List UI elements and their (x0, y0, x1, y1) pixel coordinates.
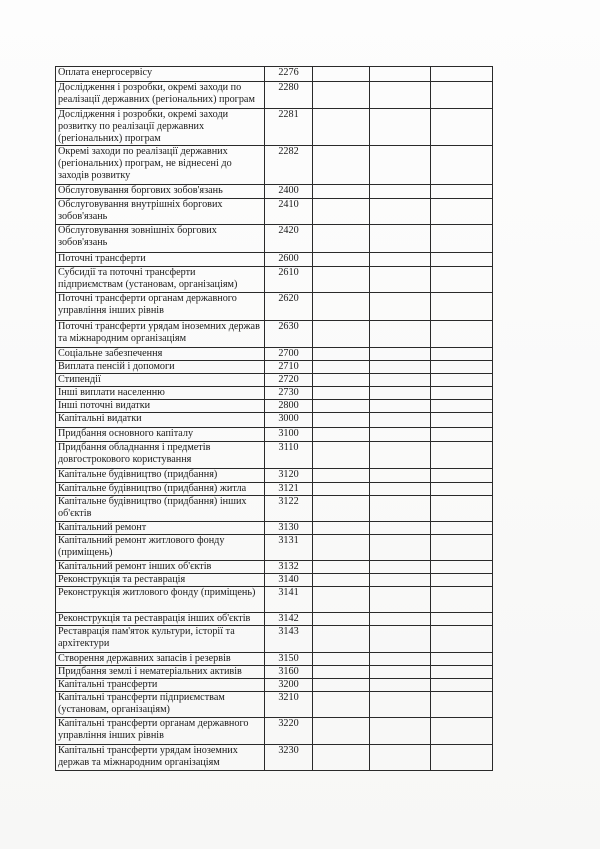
empty-value-cell (313, 535, 370, 561)
table-row (56, 653, 493, 666)
expense-name-cell: Капітальні видатки (56, 413, 265, 428)
expense-code-cell: 2420 (265, 225, 313, 253)
expense-code-cell: 3141 (265, 587, 313, 613)
expense-name-cell: Реконструкція та реставрація інших об'єктів (56, 613, 265, 626)
empty-value-cell (431, 626, 493, 653)
empty-value-cell (370, 666, 431, 679)
empty-value-cell (370, 718, 431, 745)
expense-name-cell: Капітальне будівництво (придбання) (56, 469, 265, 483)
empty-value-cell (370, 469, 431, 483)
expense-code-cell: 3121 (265, 483, 313, 496)
empty-value-cell (313, 321, 370, 348)
table-row (56, 718, 493, 745)
empty-value-cell (370, 428, 431, 442)
table-row (56, 613, 493, 626)
empty-value-cell (431, 561, 493, 574)
empty-value-cell (431, 613, 493, 626)
empty-value-cell (431, 387, 493, 400)
empty-value-cell (431, 653, 493, 666)
empty-value-cell (370, 400, 431, 413)
table-row (56, 561, 493, 574)
empty-value-cell (313, 361, 370, 374)
empty-value-cell (370, 225, 431, 253)
table-row (56, 496, 493, 522)
expense-name-cell: Капітальні трансферти органам державного управління інших рівнів (56, 718, 265, 745)
empty-value-cell (370, 745, 431, 771)
expense-name-cell: Дослідження і розробки, окремі заходи по реалізації державних (регіональних) програм (56, 82, 265, 109)
empty-value-cell (313, 199, 370, 225)
empty-value-cell (431, 321, 493, 348)
expense-code-cell: 3220 (265, 718, 313, 745)
empty-value-cell (313, 225, 370, 253)
expense-code-cell: 3131 (265, 535, 313, 561)
expense-code-cell: 2281 (265, 109, 313, 146)
expense-name-cell: Окремі заходи по реалізації державних (регіональних) програм, не віднесені до заходів розвитку (56, 146, 265, 185)
expense-name-cell: Субсидії та поточні трансферти підприємствам (установам, організаціям) (56, 267, 265, 293)
expense-code-cell: 2282 (265, 146, 313, 185)
empty-value-cell (370, 496, 431, 522)
table-row (56, 253, 493, 267)
empty-value-cell (431, 400, 493, 413)
empty-value-cell (431, 225, 493, 253)
expense-name-cell: Придбання обладнання і предметів довгострокового користування (56, 442, 265, 469)
expense-name-cell: Капітальний ремонт (56, 522, 265, 535)
expense-code-cell: 3132 (265, 561, 313, 574)
empty-value-cell (370, 109, 431, 146)
expense-code-cell: 3143 (265, 626, 313, 653)
empty-value-cell (431, 718, 493, 745)
empty-value-cell (431, 413, 493, 428)
empty-value-cell (431, 679, 493, 692)
expense-code-cell: 3160 (265, 666, 313, 679)
table-row (56, 535, 493, 561)
expense-code-cell: 2276 (265, 67, 313, 82)
expense-code-cell: 2400 (265, 185, 313, 199)
empty-value-cell (370, 82, 431, 109)
empty-value-cell (313, 374, 370, 387)
empty-value-cell (370, 199, 431, 225)
empty-value-cell (370, 653, 431, 666)
expense-name-cell: Стипендії (56, 374, 265, 387)
empty-value-cell (313, 253, 370, 267)
expense-code-cell: 3140 (265, 574, 313, 587)
expense-code-cell: 2630 (265, 321, 313, 348)
empty-value-cell (431, 483, 493, 496)
table-row (56, 522, 493, 535)
expense-name-cell: Капітальний ремонт інших об'єктів (56, 561, 265, 574)
empty-value-cell (313, 293, 370, 321)
empty-value-cell (313, 109, 370, 146)
expense-name-cell: Капітальні трансферти підприємствам (установам, організаціям) (56, 692, 265, 718)
table-row (56, 67, 493, 82)
table-row (56, 348, 493, 361)
expense-name-cell: Обслуговування внутрішніх боргових зобов'язань (56, 199, 265, 225)
empty-value-cell (370, 626, 431, 653)
expense-name-cell: Створення державних запасів і резервів (56, 653, 265, 666)
table-row (56, 745, 493, 771)
empty-value-cell (313, 413, 370, 428)
empty-value-cell (431, 587, 493, 613)
expense-name-cell: Обслуговування зовнішніх боргових зобов'язань (56, 225, 265, 253)
expense-code-cell: 2620 (265, 293, 313, 321)
empty-value-cell (370, 387, 431, 400)
expense-code-cell: 3142 (265, 613, 313, 626)
empty-value-cell (370, 442, 431, 469)
empty-value-cell (370, 267, 431, 293)
expense-code-cell: 3110 (265, 442, 313, 469)
expense-code-cell: 2730 (265, 387, 313, 400)
empty-value-cell (431, 361, 493, 374)
table-row (56, 185, 493, 199)
empty-value-cell (313, 146, 370, 185)
empty-value-cell (313, 692, 370, 718)
empty-value-cell (313, 348, 370, 361)
table-row (56, 374, 493, 387)
empty-value-cell (313, 67, 370, 82)
empty-value-cell (370, 522, 431, 535)
empty-value-cell (313, 718, 370, 745)
empty-value-cell (370, 253, 431, 267)
empty-value-cell (313, 587, 370, 613)
empty-value-cell (313, 82, 370, 109)
empty-value-cell (313, 428, 370, 442)
empty-value-cell (431, 82, 493, 109)
empty-value-cell (431, 745, 493, 771)
table-row (56, 442, 493, 469)
table-row (56, 199, 493, 225)
empty-value-cell (431, 146, 493, 185)
empty-value-cell (370, 146, 431, 185)
table-row (56, 267, 493, 293)
expense-name-cell: Реконструкція та реставрація (56, 574, 265, 587)
empty-value-cell (431, 442, 493, 469)
table-row (56, 413, 493, 428)
table-row (56, 361, 493, 374)
empty-value-cell (313, 387, 370, 400)
expense-code-cell: 2410 (265, 199, 313, 225)
table-row (56, 225, 493, 253)
empty-value-cell (370, 561, 431, 574)
empty-value-cell (431, 293, 493, 321)
expense-code-cell: 3200 (265, 679, 313, 692)
expense-code-cell: 3120 (265, 469, 313, 483)
table-row (56, 293, 493, 321)
empty-value-cell (370, 413, 431, 428)
expense-code-cell: 3130 (265, 522, 313, 535)
empty-value-cell (431, 348, 493, 361)
empty-value-cell (313, 561, 370, 574)
expense-name-cell: Соціальне забезпечення (56, 348, 265, 361)
expense-code-cell: 3000 (265, 413, 313, 428)
empty-value-cell (370, 361, 431, 374)
empty-value-cell (431, 522, 493, 535)
expense-code-cell: 2720 (265, 374, 313, 387)
expense-name-cell: Капітальне будівництво (придбання) житла (56, 483, 265, 496)
empty-value-cell (431, 469, 493, 483)
empty-value-cell (431, 428, 493, 442)
empty-value-cell (370, 535, 431, 561)
expense-name-cell: Реставрація пам'яток культури, історії та архітектури (56, 626, 265, 653)
empty-value-cell (313, 483, 370, 496)
expense-name-cell: Обслуговування боргових зобов'язань (56, 185, 265, 199)
empty-value-cell (370, 692, 431, 718)
table-row (56, 400, 493, 413)
empty-value-cell (313, 574, 370, 587)
table-row (56, 82, 493, 109)
expense-code-cell: 3210 (265, 692, 313, 718)
empty-value-cell (313, 653, 370, 666)
empty-value-cell (431, 692, 493, 718)
table-row (56, 109, 493, 146)
expense-name-cell: Реконструкція житлового фонду (приміщень) (56, 587, 265, 613)
empty-value-cell (370, 374, 431, 387)
empty-value-cell (313, 400, 370, 413)
table-row (56, 321, 493, 348)
expense-code-cell: 2710 (265, 361, 313, 374)
empty-value-cell (431, 185, 493, 199)
table-row (56, 483, 493, 496)
empty-value-cell (370, 185, 431, 199)
empty-value-cell (370, 613, 431, 626)
empty-value-cell (431, 67, 493, 82)
table-row (56, 587, 493, 613)
expense-code-cell: 2280 (265, 82, 313, 109)
empty-value-cell (431, 666, 493, 679)
expense-code-cell: 2700 (265, 348, 313, 361)
expense-name-cell: Дослідження і розробки, окремі заходи розвитку по реалізації державних (регіональних) програм (56, 109, 265, 146)
empty-value-cell (370, 293, 431, 321)
empty-value-cell (313, 267, 370, 293)
empty-value-cell (370, 679, 431, 692)
expense-name-cell: Придбання землі і нематеріальних активів (56, 666, 265, 679)
empty-value-cell (431, 109, 493, 146)
empty-value-cell (313, 745, 370, 771)
empty-value-cell (313, 522, 370, 535)
table-row (56, 387, 493, 400)
expense-code-cell: 3122 (265, 496, 313, 522)
empty-value-cell (370, 574, 431, 587)
table-row (56, 626, 493, 653)
empty-value-cell (431, 496, 493, 522)
expense-name-cell: Капітальні трансферти (56, 679, 265, 692)
empty-value-cell (313, 666, 370, 679)
table-body (56, 67, 493, 771)
table-row (56, 666, 493, 679)
table-row (56, 679, 493, 692)
expense-name-cell: Придбання основного капіталу (56, 428, 265, 442)
empty-value-cell (313, 185, 370, 199)
expense-name-cell: Поточні трансферти (56, 253, 265, 267)
expense-code-cell: 3100 (265, 428, 313, 442)
expense-name-cell: Інші виплати населенню (56, 387, 265, 400)
table-row (56, 574, 493, 587)
empty-value-cell (370, 587, 431, 613)
empty-value-cell (370, 348, 431, 361)
expenditure-table (55, 66, 493, 771)
empty-value-cell (313, 679, 370, 692)
table-row (56, 469, 493, 483)
empty-value-cell (370, 483, 431, 496)
expense-name-cell: Капітальний ремонт житлового фонду (приміщень) (56, 535, 265, 561)
empty-value-cell (313, 626, 370, 653)
empty-value-cell (313, 613, 370, 626)
expense-name-cell: Поточні трансферти урядам іноземних держав та міжнародним організаціям (56, 321, 265, 348)
empty-value-cell (431, 535, 493, 561)
empty-value-cell (431, 267, 493, 293)
expense-name-cell: Капітальне будівництво (придбання) інших об'єктів (56, 496, 265, 522)
expense-code-cell: 3150 (265, 653, 313, 666)
empty-value-cell (431, 574, 493, 587)
empty-value-cell (370, 321, 431, 348)
table-row (56, 428, 493, 442)
expense-code-cell: 2610 (265, 267, 313, 293)
table-row (56, 692, 493, 718)
empty-value-cell (313, 442, 370, 469)
expense-name-cell: Виплата пенсій і допомоги (56, 361, 265, 374)
expense-name-cell: Інші поточні видатки (56, 400, 265, 413)
expense-name-cell: Капітальні трансферти урядам іноземних держав та міжнародним організаціям (56, 745, 265, 771)
empty-value-cell (431, 253, 493, 267)
expense-code-cell: 3230 (265, 745, 313, 771)
expense-code-cell: 2800 (265, 400, 313, 413)
empty-value-cell (370, 67, 431, 82)
expense-name-cell: Оплата енергосервісу (56, 67, 265, 82)
expense-code-cell: 2600 (265, 253, 313, 267)
table-row (56, 146, 493, 185)
expense-name-cell: Поточні трансферти органам державного управління інших рівнів (56, 293, 265, 321)
empty-value-cell (313, 496, 370, 522)
empty-value-cell (431, 199, 493, 225)
empty-value-cell (313, 469, 370, 483)
empty-value-cell (431, 374, 493, 387)
